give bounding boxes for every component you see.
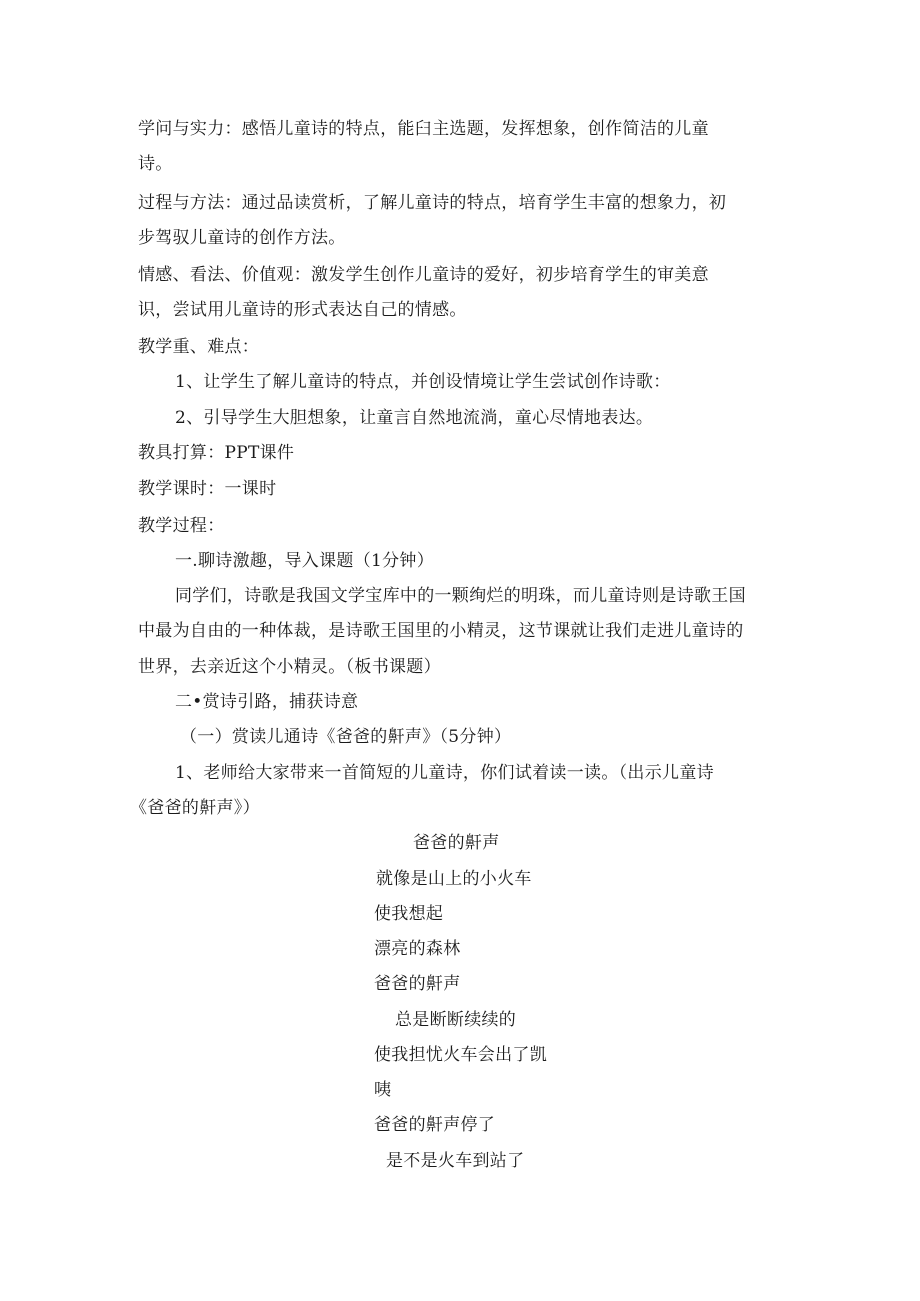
poem-line: 就像是山上的小火车 [376,869,532,889]
key-points-heading: 教学重、难点： [138,337,260,357]
key-point-item-1: 1、让学生了解儿童诗的特点，并创设情境让学生尝试创作诗歌： [175,372,671,392]
objective-process-line2: 步驾驭儿童诗的创作方法。 [138,228,346,248]
poem-line: 使我担忧火车会出了凯 [374,1045,547,1065]
process-step2-item1-line1: 1、老师给大家带来一首简短的儿童诗，你们试着读一读。（出示儿童诗 [175,763,714,783]
process-step2-subheading: （一）赏读儿通诗《爸爸的鼾声》（5分钟） [180,727,512,747]
poem-title: 爸爸的鼾声 [413,833,500,853]
poem-line: 是不是火车到站了 [386,1151,525,1171]
process-step1-title: 一.聊诗激趣，导入课题（1分钟） [175,551,435,571]
poem-line: 爸爸的鼾声 [374,974,461,994]
class-hours: 教学课时：一课时 [138,479,277,499]
teaching-aids: 教具打算：PPT课件 [138,443,295,463]
objective-knowledge-line1: 学问与实力：感悟儿童诗的特点，能臼主选题，发挥想象，创作简洁的儿童 [138,119,709,139]
key-point-item-2: 2、引导学生大胆想象，让童言自然地流淌，童心尽情地表达。 [175,408,654,428]
poem-line: 总是断断续续的 [395,1010,517,1030]
poem-line: 咦 [374,1080,392,1100]
objective-knowledge-line2: 诗。 [138,154,173,174]
process-step1-para-line2: 中最为自由的一种体裁，是诗歌王国里的小精灵，这节课就让我们走进儿童诗的 [138,621,744,641]
poem-line: 漂亮的森林 [374,939,461,959]
objective-process-line1: 过程与方法：通过品读赏析，了解儿童诗的特点，培育学生丰富的想象力，初 [138,193,727,213]
poem-line: 爸爸的鼾声停了 [374,1115,496,1135]
process-step2-item1-line2: 《爸爸的鼾声》） [130,798,260,818]
process-step2-title: 二•赏诗引路，捕获诗意 [175,692,359,712]
process-step1-para-line3: 世界，去亲近这个小精灵。（板书课题） [138,657,441,677]
objective-emotion-line1: 情感、看法、价值观：激发学生创作儿童诗的爱好，初步培育学生的审美意 [138,265,709,285]
poem-line: 使我想起 [374,904,444,924]
process-heading: 教学过程： [138,516,225,536]
objective-emotion-line2: 识，尝试用儿童诗的形式表达自己的情感。 [138,300,467,320]
process-step1-para-line1: 同学们，诗歌是我国文学宝库中的一颗绚烂的明珠，而儿童诗则是诗歌王国 [175,586,746,606]
